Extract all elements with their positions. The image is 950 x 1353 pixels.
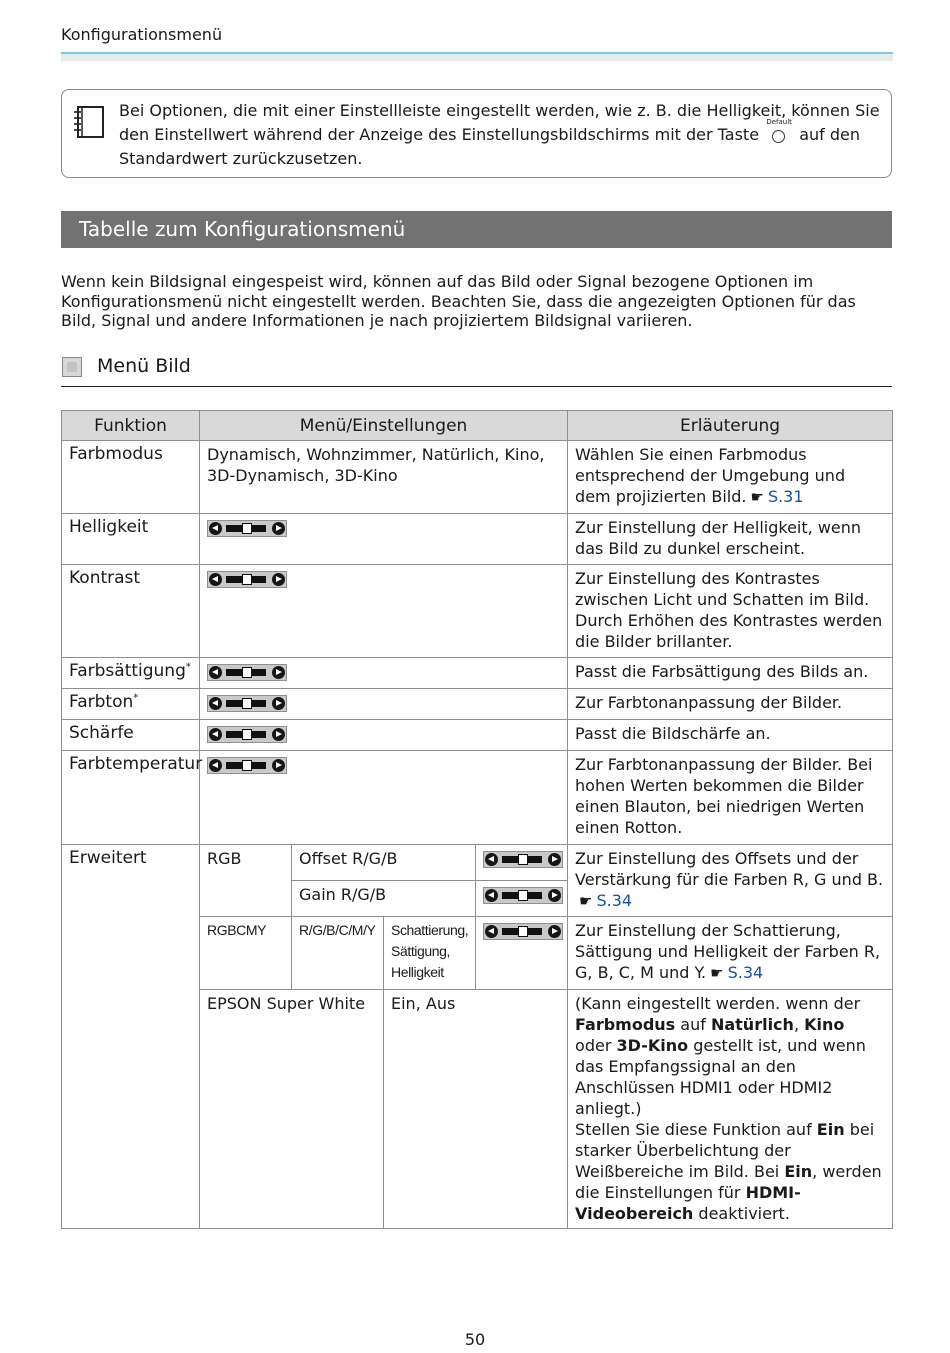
sw-bold: Ein xyxy=(816,1120,845,1139)
func-farbtemperatur: Farbtemperatur xyxy=(62,751,200,845)
erweitert-rgb-label: RGB xyxy=(200,845,292,917)
pointing-hand-icon: ☛ xyxy=(579,892,593,910)
adjust-slider-icon xyxy=(483,851,563,868)
subsection-title: Menü Bild xyxy=(97,355,191,377)
erweitert-rgbcmy-params: Schattierung, Sättigung, Helligkeit xyxy=(384,917,476,990)
header-erlaeuterung: Erläuterung xyxy=(568,411,893,441)
square-bullet-icon xyxy=(62,357,82,377)
desc-schaerfe: Passt die Bildschärfe an. xyxy=(568,720,893,751)
adjust-slider-icon xyxy=(207,757,287,774)
adjust-slider-icon xyxy=(207,695,287,712)
adjust-slider-icon xyxy=(207,664,287,681)
adjust-slider-icon xyxy=(207,571,287,588)
setting-farbtemperatur xyxy=(200,751,568,845)
sw-bold: Kino xyxy=(804,1015,845,1034)
desc-helligkeit: Zur Einstellung der Helligkeit, wenn das Bild zu dunkel erscheint. xyxy=(568,514,893,565)
row-erweitert-rgb-offset xyxy=(62,845,893,881)
sw-text: Stellen Sie diese Funktion auf xyxy=(575,1120,812,1139)
setting-helligkeit xyxy=(200,514,568,565)
func-farbton xyxy=(62,689,200,720)
desc-erweitert-rgbcmy-text: Zur Einstellung der Schattierung, Sättigung und Helligkeit der Farben R, G, B, C, M und Y. xyxy=(575,921,881,982)
desc-erweitert-rgb xyxy=(568,845,893,917)
footnote-mark: * xyxy=(133,692,139,704)
adjust-slider-icon xyxy=(207,726,287,743)
row-farbton xyxy=(62,689,893,720)
sw-bold: HDMI-Videobereich xyxy=(575,1183,801,1223)
menu-table xyxy=(61,410,893,1229)
header-funktion: Funktion xyxy=(62,411,200,441)
link-s31[interactable]: S.31 xyxy=(767,487,804,506)
sw-text: oder xyxy=(575,1036,612,1055)
func-farbmodus: Farbmodus xyxy=(62,441,200,514)
setting-farbton xyxy=(200,689,568,720)
default-key-label: Default xyxy=(766,118,792,126)
erweitert-rgbcmy-label: RGBCMY xyxy=(200,917,292,990)
erweitert-offset-setting xyxy=(476,845,568,881)
note-box xyxy=(61,89,892,178)
row-helligkeit xyxy=(62,514,893,565)
sw-bold: Natürlich xyxy=(710,1015,794,1034)
desc-farbsaettigung: Passt die Farbsättigung des Bilds an. xyxy=(568,658,893,689)
sw-bold: Ein xyxy=(784,1162,813,1181)
sw-bold: 3D-Kino xyxy=(616,1036,689,1055)
pointing-hand-icon: ☛ xyxy=(750,488,764,506)
func-kontrast: Kontrast xyxy=(62,565,200,658)
setting-farbsaettigung xyxy=(200,658,568,689)
footnote-mark: * xyxy=(185,661,191,673)
note-icon xyxy=(72,104,106,140)
row-farbtemperatur xyxy=(62,751,893,845)
section-title: Tabelle zum Konfigurationsmenü xyxy=(61,211,892,248)
sw-text: (Kann eingestellt werden. wenn der xyxy=(575,994,861,1013)
sw-bold: Farbmodus xyxy=(575,1015,676,1034)
setting-schaerfe xyxy=(200,720,568,751)
note-text xyxy=(119,99,885,171)
row-kontrast xyxy=(62,565,893,658)
erweitert-gain-setting xyxy=(476,881,568,917)
setting-kontrast xyxy=(200,565,568,658)
func-farbton-label: Farbton xyxy=(69,692,134,712)
adjust-slider-icon xyxy=(483,887,563,904)
intro-paragraph: Wenn kein Bildsignal eingespeist wird, können auf das Bild oder Signal bezogene Optionen im Konfigurationsmenü nicht eingestellt werden. Beachten Sie, dass die angezeigten Optionen für das Bild, Signal und andere Informationen je nach projiziertem Bildsignal variieren. xyxy=(61,272,856,330)
header-rule xyxy=(61,52,893,61)
desc-kontrast: Zur Einstellung des Kontrastes zwischen Licht und Schatten im Bild. Durch Erhöhen des Kontrastes werden die Bilder brillanter. xyxy=(568,565,893,658)
row-farbsaettigung xyxy=(62,658,893,689)
row-farbmodus xyxy=(62,441,893,514)
erweitert-super-white-value: Ein, Aus xyxy=(384,990,568,1229)
desc-farbton: Zur Farbtonanpassung der Bilder. xyxy=(568,689,893,720)
func-farbsaettigung xyxy=(62,658,200,689)
default-key-icon xyxy=(766,118,792,145)
setting-farbmodus: Dynamisch, Wohnzimmer, Natürlich, Kino, 3D-Dynamisch, 3D-Kino xyxy=(200,441,568,514)
erweitert-offset-label: Offset R/G/B xyxy=(292,845,476,881)
erweitert-rgbcmy-setting xyxy=(476,917,568,990)
sw-text: , xyxy=(793,1015,800,1034)
func-erweitert: Erweitert xyxy=(62,845,200,1229)
page-number: 50 xyxy=(464,1330,486,1349)
erweitert-super-white-label: EPSON Super White xyxy=(200,990,384,1229)
sw-text: , werden die Einstellungen für xyxy=(575,1162,882,1202)
desc-farbtemperatur: Zur Farbtonanpassung der Bilder. Bei hohen Werten bekommen die Bilder einen Blauton, bei niedrigen Werten einen Rotton. xyxy=(568,751,893,845)
func-schaerfe: Schärfe xyxy=(62,720,200,751)
sw-text: bei starker Überbelichtung der Weißbereiche im Bild. Bei xyxy=(575,1120,875,1181)
header-menu-einstellungen: Menü/Einstellungen xyxy=(200,411,568,441)
sw-text: deaktiviert. xyxy=(698,1204,790,1223)
running-head: Konfigurationsmenü xyxy=(61,25,223,44)
note-text-before: Bei Optionen, die mit einer Einstellleiste eingestellt werden, wie z. B. die Helligkeit, können Sie den Einstellwert während der Anzeige des Einstellungsbildschirms mit der Taste xyxy=(119,101,880,144)
desc-erweitert-rgb-text: Zur Einstellung des Offsets und der Verstärkung für die Farben R, G und B. xyxy=(575,849,884,889)
erweitert-gain-label: Gain R/G/B xyxy=(292,881,476,917)
desc-farbmodus xyxy=(568,441,893,514)
table-header-row xyxy=(62,411,893,441)
func-helligkeit: Helligkeit xyxy=(62,514,200,565)
pointing-hand-icon: ☛ xyxy=(710,964,724,982)
note-text-after: auf den Standardwert zurückzusetzen. xyxy=(119,125,861,168)
erweitert-rgbcmy-channels: R/G/B/C/M/Y xyxy=(292,917,384,990)
desc-erweitert-rgbcmy xyxy=(568,917,893,990)
desc-farbmodus-text: Wählen Sie einen Farbmodus entsprechend der Umgebung und dem projizierten Bild. xyxy=(575,445,846,506)
row-schaerfe xyxy=(62,720,893,751)
sw-text: gestellt ist, und wenn das Empfangssignal an den Anschlüssen HDMI1 oder HDMI2 anliegt.) xyxy=(575,1036,866,1118)
func-farbsaettigung-label: Farbsättigung xyxy=(69,661,186,681)
link-s34-rgb[interactable]: S.34 xyxy=(596,891,633,910)
sw-text: auf xyxy=(680,1015,706,1034)
adjust-slider-icon xyxy=(207,520,287,537)
subsection-heading xyxy=(61,353,892,387)
link-s34-rgbcmy[interactable]: S.34 xyxy=(727,963,764,982)
desc-erweitert-super-white xyxy=(568,990,893,1229)
adjust-slider-icon xyxy=(483,923,563,940)
